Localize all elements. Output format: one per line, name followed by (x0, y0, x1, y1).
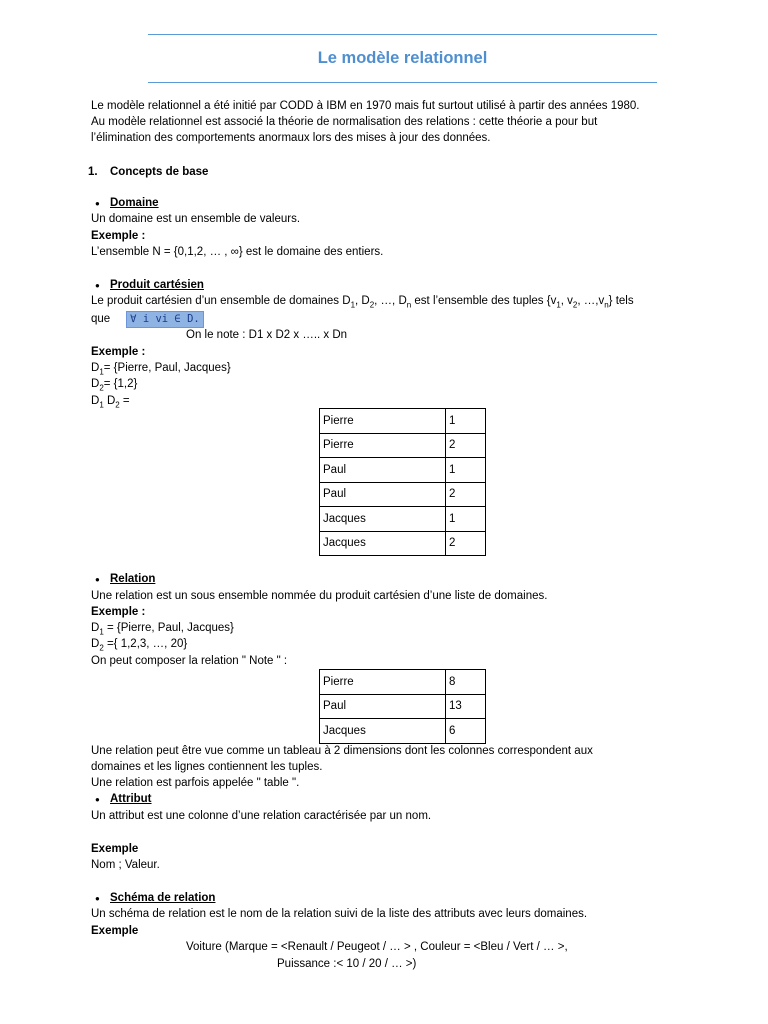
cartesian-product-table (319, 408, 486, 556)
table-cell-value: 2 (446, 482, 486, 507)
attribut-definition: Un attribut est une colonne d’une relation caractérisée par un nom. (91, 810, 432, 822)
relation-d2: $D_2$ ={ 1,2,3, …, 20} (91, 638, 188, 653)
note-relation-table (319, 669, 486, 744)
attribut-heading: Attribut (110, 793, 152, 805)
table-row (320, 409, 486, 434)
relation-after-1: Une relation peut être vue comme un tableau à 2 dimensions dont les colonnes correspondent aux (91, 745, 593, 757)
table-row (320, 458, 486, 483)
attribut-example-label: Exemple (91, 843, 139, 855)
schema-example-label: Exemple (91, 925, 139, 937)
relation-after-3: Une relation est parfois appelée " table ". (91, 777, 300, 789)
bullet-icon: ● (95, 894, 100, 903)
table-row (320, 507, 486, 532)
domaine-example-text: L’ensemble N = {0,1,2, … , ∞} est le domaine des entiers. (91, 246, 384, 258)
table-cell-value: 1 (446, 458, 486, 483)
title-top-rule (148, 34, 657, 35)
table-row (320, 433, 486, 458)
formula-highlight: ∀ i vi ∈ D. (126, 311, 204, 328)
table-cell-name: Paul (320, 694, 446, 719)
relation-after-2: domaines et les lignes contiennent les tuples. (91, 761, 323, 773)
intro-line-2: Au modèle relationnel est associé la théorie de normalisation des relations : cette théorie a pour but (91, 116, 598, 128)
table-cell-value: 2 (446, 433, 486, 458)
table-row (320, 670, 486, 695)
produit-note: On le note : D1 x D2 x ….. x Dn (186, 329, 348, 341)
produit-que-line: que ∀ i vi ∈ D. (91, 311, 204, 328)
relation-definition: Une relation est un sous ensemble nommée du produit cartésien d’une liste de domaines. (91, 590, 548, 602)
table-row (320, 482, 486, 507)
table-cell-value: 2 (446, 531, 486, 556)
intro-line-3: l’élimination des comportements anormaux lors des mises à jour des données. (91, 132, 491, 144)
bullet-icon: ● (95, 795, 100, 804)
produit-definition: Le produit cartésien d’un ensemble de domaines $D_1$, $D_2$, …, $D_n$ est l’ensemble des tuples {$v_1$, $v_2$, $\dots,v_n$} tels (91, 295, 634, 310)
table-cell-name: Pierre (320, 670, 446, 695)
table-cell-name: Jacques (320, 719, 446, 744)
produit-d1-d2: $D_1$ $D_2$ = (91, 395, 130, 410)
table-cell-name: Pierre (320, 433, 446, 458)
domaine-heading: Domaine (110, 197, 159, 209)
produit-d2: $D_2= \{1,2\}$ (91, 378, 138, 393)
table-cell-value: 8 (446, 670, 486, 695)
relation-heading: Relation (110, 573, 156, 585)
attribut-example-text: Nom ; Valeur. (91, 859, 160, 871)
table-cell-value: 6 (446, 719, 486, 744)
table-cell-value: 1 (446, 507, 486, 532)
bullet-icon: ● (95, 575, 100, 584)
table-cell-name: Paul (320, 482, 446, 507)
relation-compose: On peut composer la relation " Note " : (91, 655, 288, 667)
produit-heading: Produit cartésien (110, 279, 204, 291)
relation-example-label: Exemple : (91, 606, 146, 618)
table-row (320, 719, 486, 744)
table-cell-name: Paul (320, 458, 446, 483)
table-cell-name: Jacques (320, 531, 446, 556)
schema-definition: Un schéma de relation est le nom de la relation suivi de la liste des attributs avec leurs domaines. (91, 908, 588, 920)
table-cell-value: 1 (446, 409, 486, 434)
table-row (320, 694, 486, 719)
produit-d1: $D_1=$ {Pierre, Paul, Jacques} (91, 362, 231, 377)
relation-d1: $D_1$ = {Pierre, Paul, Jacques} (91, 622, 234, 637)
schema-example-line-1: Voiture (Marque = <Renault / Peugeot / … > , Couleur = <Bleu / Vert / … >, (186, 941, 568, 953)
section-1-title: Concepts de base (110, 166, 209, 178)
table-cell-name: Jacques (320, 507, 446, 532)
domaine-example-label: Exemple : (91, 230, 146, 242)
page-title: Le modèle relationnel (317, 49, 488, 67)
intro-line-1: Le modèle relationnel a été initié par CODD à IBM en 1970 mais fut surtout utilisé à partir des années 1980. (91, 100, 640, 112)
table-cell-name: Pierre (320, 409, 446, 434)
table-cell-value: 13 (446, 694, 486, 719)
section-1-number: 1. (88, 166, 98, 178)
produit-example-label: Exemple : (91, 346, 146, 358)
schema-heading: Schéma de relation (110, 892, 216, 904)
bullet-icon: ● (95, 281, 100, 290)
bullet-icon: ● (95, 199, 100, 208)
schema-example-line-2: Puissance :< 10 / 20 / … >) (277, 958, 417, 970)
table-row (320, 531, 486, 556)
domaine-definition: Un domaine est un ensemble de valeurs. (91, 213, 301, 225)
title-bottom-rule (148, 82, 657, 83)
